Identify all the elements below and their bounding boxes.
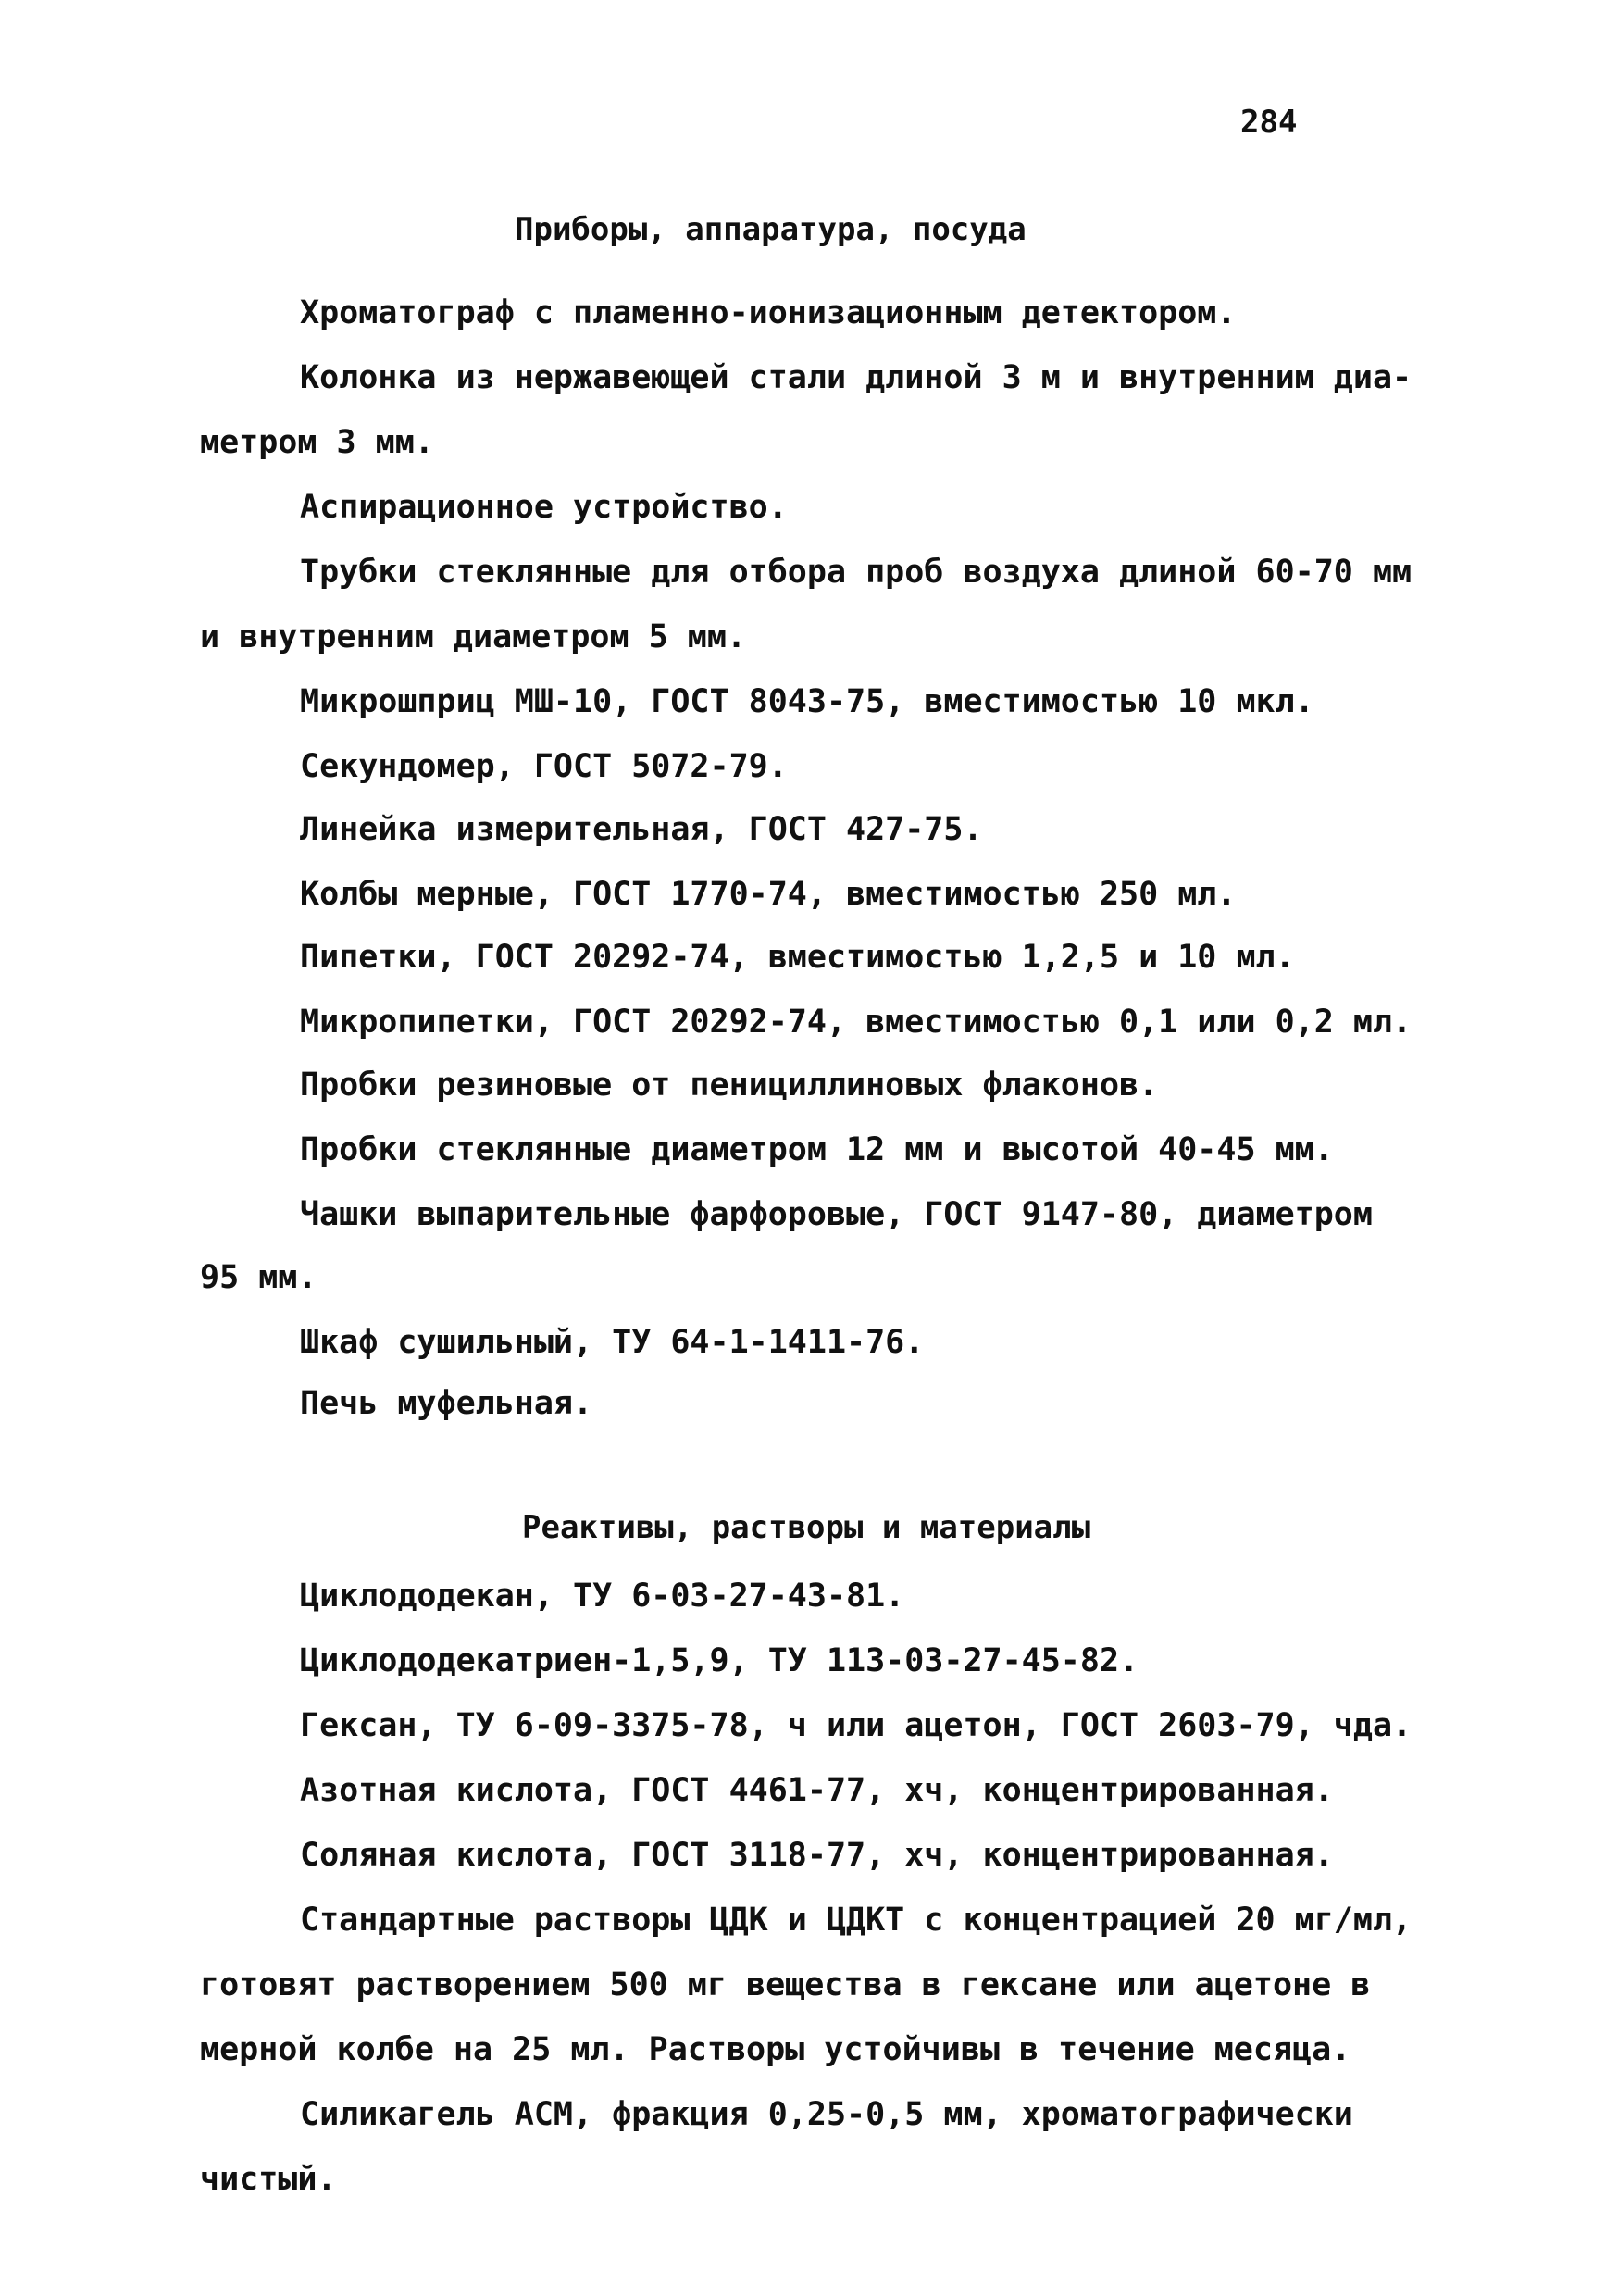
equipment-line: Чашки выпарительные фарфоровые, ГОСТ 9147-80, диаметром [300,1196,1373,1233]
equipment-line: Пипетки, ГОСТ 20292-74, вместимостью 1,2,5 и 10 мл. [300,939,1295,976]
equipment-line: Секундомер, ГОСТ 5072-79. [300,748,788,785]
reagents-line: Силикагель АСМ, фракция 0,25-0,5 мм, хроматографически [300,2096,1353,2133]
equipment-line: метром 3 мм. [200,424,434,461]
reagents-line: готовят растворением 500 мг вещества в гексане или ацетоне в [200,1966,1371,2003]
equipment-line: Хроматограф с пламенно-ионизационным детектором. [300,294,1237,331]
reagents-line: Стандартные растворы ЦДК и ЦДКТ с концентрацией 20 мг/мл, [300,1902,1413,1939]
reagents-line: Соляная кислота, ГОСТ 3118-77, хч, концентрированная. [300,1837,1334,1874]
equipment-line: Микропипетки, ГОСТ 20292-74, вместимостью 0,1 или 0,2 мл. [300,1004,1413,1041]
equipment-line: 95 мм. [200,1259,317,1296]
equipment-line: Аспирационное устройство. [300,489,788,526]
reagents-line: мерной колбе на 25 мл. Растворы устойчивы в течение месяца. [200,2031,1351,2068]
section-heading-reagents: Реактивы, растворы и материалы [522,1509,1091,1546]
equipment-line: Пробки резиновые от пенициллиновых флаконов. [300,1067,1159,1104]
equipment-line: Шкаф сушильный, ТУ 64-1-1411-76. [300,1324,925,1361]
reagents-line: Азотная кислота, ГОСТ 4461-77, хч, концентрированная. [300,1772,1334,1809]
equipment-line: Линейка измерительная, ГОСТ 427-75. [300,811,983,848]
reagents-line: Циклододекан, ТУ 6-03-27-43-81. [300,1578,905,1615]
equipment-line: Трубки стеклянные для отбора проб воздуха длиной 60-70 мм [300,554,1413,591]
reagents-line: чистый. [200,2161,337,2198]
reagents-line: Гексан, ТУ 6-09-3375-78, ч или ацетон, ГОСТ 2603-79, чда. [300,1707,1413,1744]
reagents-line: Циклододекатриен-1,5,9, ТУ 113-03-27-45-82. [300,1642,1139,1679]
equipment-line: Пробки стеклянные диаметром 12 мм и высотой 40-45 мм. [300,1131,1334,1168]
equipment-line: Колбы мерные, ГОСТ 1770-74, вместимостью 250 мл. [300,876,1237,913]
equipment-line: Колонка из нержавеющей стали длиной 3 м и внутренним диа- [300,359,1413,396]
section-heading-equipment: Приборы, аппаратура, посуда [515,211,1027,248]
page-number: 284 [1240,104,1298,141]
equipment-line: Печь муфельная. [300,1385,593,1422]
equipment-line: Микрошприц МШ-10, ГОСТ 8043-75, вместимостью 10 мкл. [300,683,1314,720]
equipment-line: и внутренним диаметром 5 мм. [200,618,747,655]
